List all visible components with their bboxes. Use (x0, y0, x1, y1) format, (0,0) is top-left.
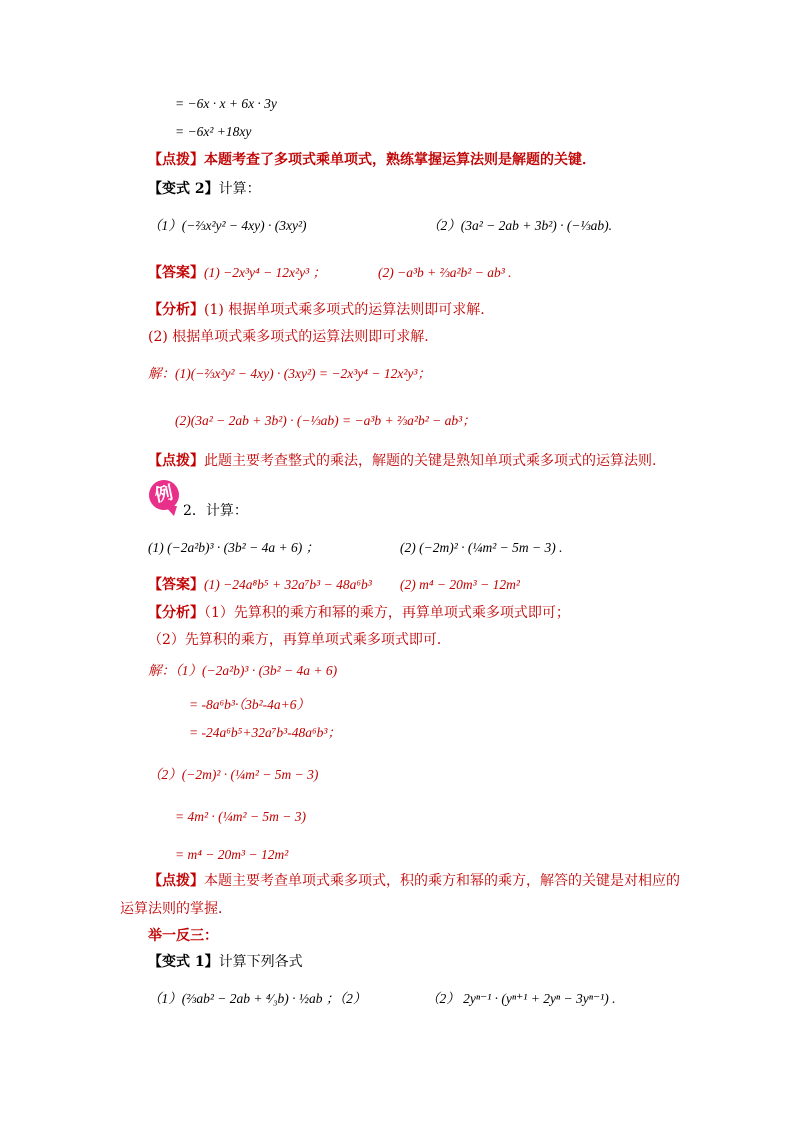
solution-2-line-4: （2）(−2m)² · (¼m² − 5m − 3) (148, 767, 319, 782)
badge-tail-icon (165, 506, 177, 516)
comment-line-4: 运算法则的掌握． (120, 901, 232, 917)
example-badge-icon: 例 (146, 477, 182, 513)
example-2-part-1: (1) (−2a²b)³ · (3b² − 4a + 6) ； (148, 540, 320, 555)
solution-line-2: (2)(3a² − 2ab + 3b²) · (−⅓ab) = −a³b + ⅔a²b² − ab³； (175, 413, 476, 428)
answer-tag: 【答案】 (148, 265, 204, 281)
variant-1-part-2: （2） 2yⁿ⁻¹ · (yⁿ⁺¹ + 2yⁿ − 3yⁿ⁻¹) . (426, 991, 616, 1006)
comment-tag-2: 【点拨】 (148, 453, 204, 469)
comment-line-2 (148, 452, 656, 470)
practice-heading: 举一反三： (148, 928, 218, 944)
analysis-line-4: （2）先算积的乘方，再算单项式乘多项式即可． (148, 632, 451, 648)
example-2-heading: 2．计算： (183, 503, 248, 519)
comment-text: 本题考查了多项式乘单项式，熟练掌握运算法则是解题的关键． (204, 152, 596, 168)
analysis-text-2: （1）先算积的乘方和幂的乘方，再算单项式乘多项式即可； (204, 605, 570, 621)
answer-part-2: (2) −a³b + ⅔a²b² − ab³ . (378, 265, 512, 280)
comment-tag: 【点拨】 (148, 152, 204, 168)
answer-line-2 (148, 576, 372, 594)
variant-2-heading (148, 180, 261, 198)
answer-tag-2: 【答案】 (148, 577, 204, 593)
answer-2-part-1: (1) −24a⁸b⁵ + 32a⁷b³ − 48a⁶b³ (204, 577, 372, 592)
variant-tag: 【变式 2】 (148, 181, 219, 197)
solution-2-line-5: = 4m² · (¼m² − 5m − 3) (175, 809, 307, 824)
step-line-2: = −6x² +18xy (175, 124, 252, 139)
example-2-part-2: (2) (−2m)² · (¼m² − 5m − 3) . (400, 540, 563, 555)
variant-text: 计算： (218, 181, 261, 197)
step-line-1: = −6x · x + 6x · 3y (175, 96, 277, 111)
variant-2-part-2: （2）(3a² − 2ab + 3b²) · (−⅓ab). (427, 218, 613, 233)
answer-line (148, 264, 326, 282)
variant-1-tag: 【变式 1】 (148, 954, 219, 970)
comment-line-3 (148, 872, 680, 890)
variant-2-part-1: （1）(−⅔x²y² − 4xy) · (3xy²) (148, 218, 307, 233)
analysis-tag: 【分析】 (148, 302, 204, 318)
answer-part-1: (1) −2x³y⁴ − 12x²y³ ； (204, 265, 327, 280)
variant-1-text: 计算下列各式 (218, 954, 303, 970)
analysis-line-1 (148, 301, 485, 319)
solution-2-line-6: = m⁴ − 20m³ − 12m² (175, 847, 289, 862)
analysis-line-3 (148, 604, 570, 622)
analysis-line-2: (2) 根据单项式乘多项式的运算法则即可求解. (148, 329, 429, 345)
solution-line-1: 解：(1)(−⅔x²y² − 4xy) · (3xy²) = −2x³y⁴ − 12x²y³； (148, 366, 431, 381)
variant-1-part-1: （1）(⅔ab² − 2ab + ⁴⁄₃b) · ½ab ；（2） (148, 991, 367, 1006)
analysis-text: (1) 根据单项式乘多项式的运算法则即可求解. (204, 302, 485, 318)
variant-1-heading (148, 953, 303, 971)
comment-tag-3: 【点拨】 (148, 873, 204, 889)
solution-2-line-2: = -8a⁶b³·（3b²-4a+6） (189, 697, 310, 712)
answer-2-part-2: (2) m⁴ − 20m³ − 12m² (400, 577, 520, 592)
analysis-tag-2: 【分析】 (148, 605, 204, 621)
comment-text-3: 本题主要考查单项式乘多项式，积的乘方和幂的乘方，解答的关键是对相应的 (204, 873, 680, 889)
solution-2-line-1: 解：（1）(−2a²b)³ · (3b² − 4a + 6) (148, 663, 338, 678)
solution-2-line-3: = -24a⁶b⁵+32a⁷b³-48a⁶b³； (189, 725, 341, 740)
comment-text-2: 此题主要考查整式的乘法，解题的关键是熟知单项式乘多项式的运算法则. (204, 453, 657, 469)
comment-line-1 (148, 151, 596, 169)
